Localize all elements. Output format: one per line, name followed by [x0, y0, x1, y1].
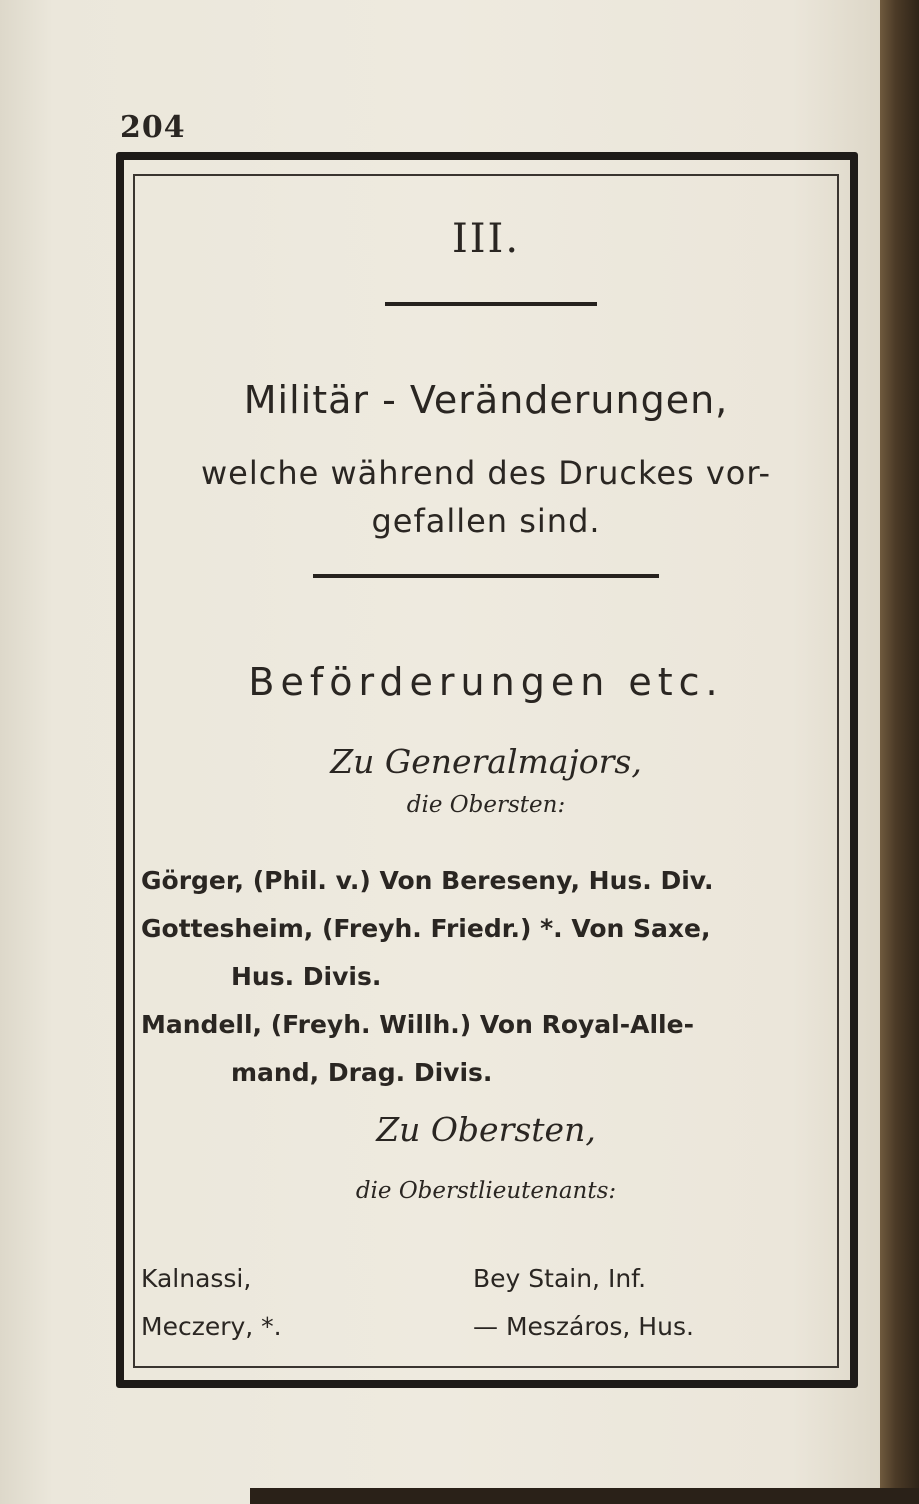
subtitle-line-2: gefallen sind.	[371, 502, 601, 540]
page-content	[133, 174, 839, 1368]
generalmajors-subheading: die Obersten:	[406, 792, 566, 818]
promotion-name-right: Bey Stain, Inf.	[473, 1264, 647, 1293]
generalmajors-heading: Zu Generalmajors,	[330, 742, 642, 781]
section-number: III.	[451, 216, 521, 262]
book-edge	[880, 0, 919, 1504]
page-title: Militär - Veränderungen,	[243, 378, 729, 422]
promotion-entry-continuation: Hus. Divis.	[231, 962, 382, 991]
promotion-entry-continuation: mand, Drag. Divis.	[231, 1058, 493, 1087]
page-number: 204	[120, 110, 186, 145]
promotion-entry: Mandell, (Freyh. Willh.) Von Royal-Alle-	[141, 1010, 694, 1039]
promotion-name-left: Kalnassi,	[141, 1264, 252, 1293]
obersten-subheading: die Oberstlieutenants:	[355, 1178, 617, 1204]
subtitle-line-1: welche während des Druckes vor-	[200, 454, 772, 492]
page-bottom-shadow	[250, 1488, 919, 1504]
promotion-name-left: Meczery, *.	[141, 1312, 282, 1341]
divider-rule-bottom	[313, 574, 659, 578]
promotion-entry: Görger, (Phil. v.) Von Bereseny, Hus. Div.	[141, 866, 714, 895]
section-heading: Beförderungen etc.	[248, 660, 724, 704]
obersten-heading: Zu Obersten,	[376, 1110, 596, 1149]
promotion-name-right: — Meszáros, Hus.	[473, 1312, 694, 1341]
promotion-entry: Gottesheim, (Freyh. Friedr.) *. Von Saxe,	[141, 914, 711, 943]
divider-rule-top	[385, 302, 597, 306]
